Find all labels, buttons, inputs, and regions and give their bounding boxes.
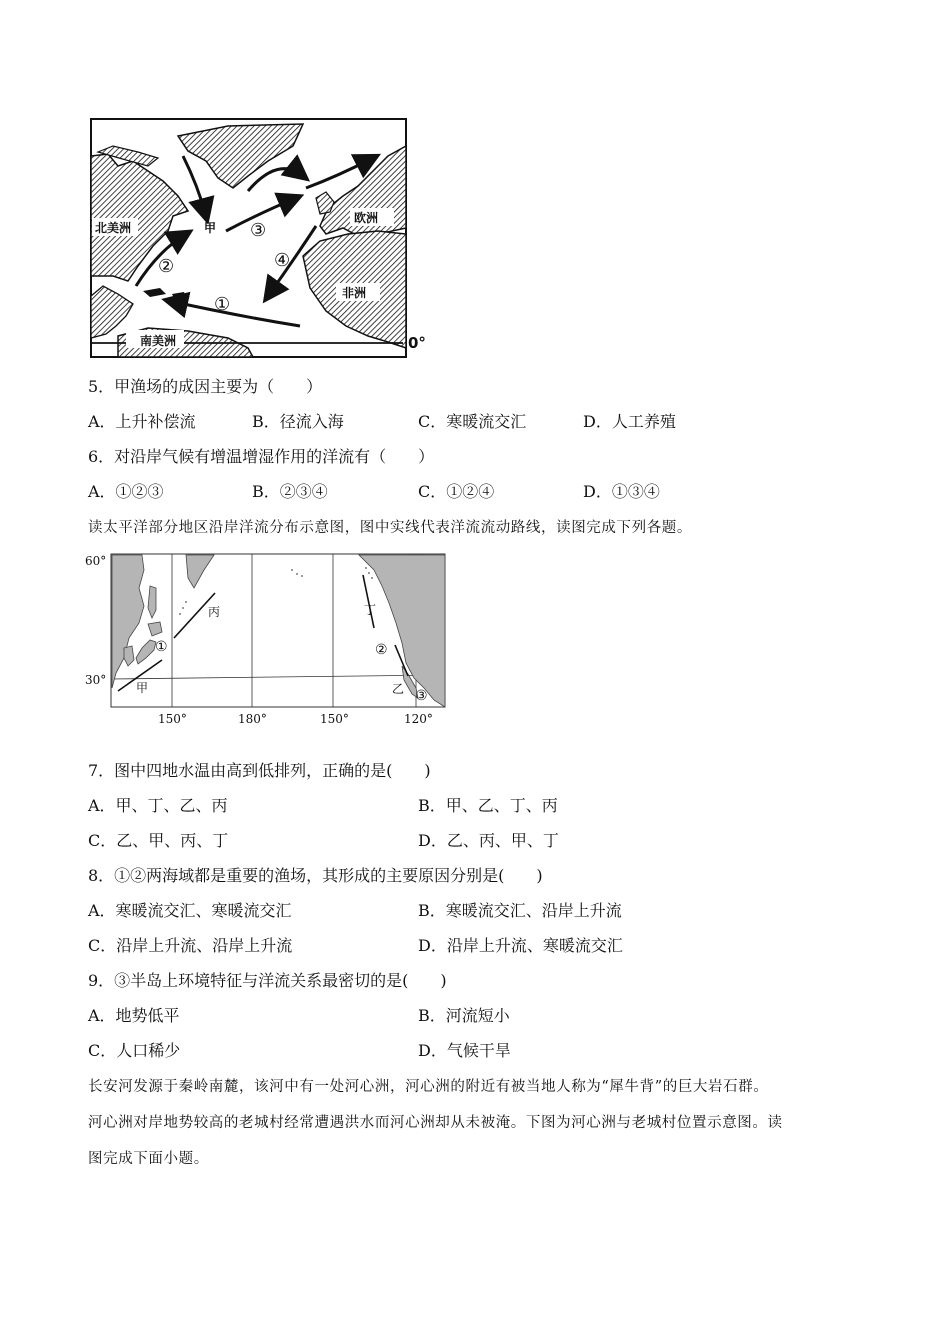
pacific-currents-map bbox=[84, 548, 450, 730]
q8-option-b[interactable]: B．寒暖流交汇、沿岸上升流 bbox=[418, 901, 622, 920]
q7-option-c[interactable]: C．乙、甲、丙、丁 bbox=[88, 831, 229, 850]
circle-number-2: ② bbox=[375, 642, 388, 658]
current-number-2: ② bbox=[158, 256, 175, 277]
q5-option-b[interactable]: B．径流入海 bbox=[252, 412, 344, 431]
lon-label-150e: 150° bbox=[158, 712, 187, 726]
q8-option-a[interactable]: A．寒暖流交汇、寒暖流交汇 bbox=[88, 901, 292, 920]
lon-label-150w: 150° bbox=[320, 712, 349, 726]
q9-option-c[interactable]: C．人口稀少 bbox=[88, 1041, 181, 1060]
question-5-stem: 5．甲渔场的成因主要为（ ） bbox=[88, 377, 323, 396]
q5-option-c[interactable]: C．寒暖流交汇 bbox=[418, 412, 527, 431]
q7-option-a[interactable]: A．甲、丁、乙、丙 bbox=[88, 796, 228, 815]
atlantic-currents-map bbox=[88, 116, 434, 364]
q5-option-a[interactable]: A．上升补偿流 bbox=[88, 412, 196, 431]
label-bing: 丙 bbox=[208, 605, 221, 619]
question-8-stem: 8．①②两海域都是重要的渔场，其形成的主要原因分别是( ) bbox=[88, 866, 543, 885]
label-europe: 欧洲 bbox=[354, 211, 379, 225]
label-ding: 丁 bbox=[364, 603, 377, 617]
passage-changan-line-3: 图完成下面小题。 bbox=[88, 1151, 209, 1167]
q7-option-b[interactable]: B．甲、乙、丁、丙 bbox=[418, 796, 558, 815]
current-number-4: ④ bbox=[274, 250, 291, 271]
label-fishery-jia: 甲 bbox=[204, 221, 217, 235]
label-south-america: 南美洲 bbox=[140, 334, 177, 348]
lat-label-60: 60° bbox=[85, 554, 107, 568]
passage-changan-line-1: 长安河发源于秦岭南麓，该河中有一处河心洲，河心洲的附近有被当地人称为“犀牛背”的巨大岩石群。 bbox=[88, 1079, 769, 1095]
q7-option-d[interactable]: D．乙、丙、甲、丁 bbox=[418, 831, 559, 850]
lon-label-180: 180° bbox=[238, 712, 267, 726]
passage-pacific-intro: 读太平洋部分地区沿岸洋流分布示意图，图中实线代表洋流流动路线，读图完成下列各题。 bbox=[88, 520, 692, 536]
lat-label-30: 30° bbox=[85, 673, 107, 687]
label-africa: 非洲 bbox=[342, 286, 367, 300]
q5-option-d[interactable]: D．人工养殖 bbox=[583, 412, 676, 431]
q9-option-b[interactable]: B．河流短小 bbox=[418, 1006, 510, 1025]
question-7-stem: 7．图中四地水温由高到低排列，正确的是( ) bbox=[88, 761, 431, 780]
circle-number-3: ③ bbox=[415, 688, 428, 704]
q6-option-b[interactable]: B．②③④ bbox=[252, 482, 328, 501]
question-9-stem: 9．③半岛上环境特征与洋流关系最密切的是( ) bbox=[88, 971, 447, 990]
question-6-stem: 6．对沿岸气候有增温增湿作用的洋流有（ ） bbox=[88, 447, 435, 466]
label-equator: 0° bbox=[408, 334, 426, 352]
q6-option-d[interactable]: D．①③④ bbox=[583, 482, 660, 501]
q9-option-a[interactable]: A．地势低平 bbox=[88, 1006, 180, 1025]
circle-number-1: ① bbox=[155, 639, 168, 655]
label-jia: 甲 bbox=[136, 681, 149, 695]
q8-option-c[interactable]: C．沿岸上升流、沿岸上升流 bbox=[88, 936, 293, 955]
label-yi: 乙 bbox=[392, 682, 405, 696]
q6-option-c[interactable]: C．①②④ bbox=[418, 482, 495, 501]
q6-option-a[interactable]: A．①②③ bbox=[88, 482, 164, 501]
current-number-1: ① bbox=[214, 294, 231, 315]
q8-option-d[interactable]: D．沿岸上升流、寒暖流交汇 bbox=[418, 936, 623, 955]
lon-label-120w: 120° bbox=[404, 712, 433, 726]
label-north-america: 北美洲 bbox=[95, 221, 132, 235]
passage-changan-line-2: 河心洲对岸地势较高的老城村经常遭遇洪水而河心洲却从未被淹。下图为河心洲与老城村位置示意图。读 bbox=[88, 1115, 783, 1131]
current-number-3: ③ bbox=[250, 220, 267, 241]
q9-option-d[interactable]: D．气候干旱 bbox=[418, 1041, 511, 1060]
